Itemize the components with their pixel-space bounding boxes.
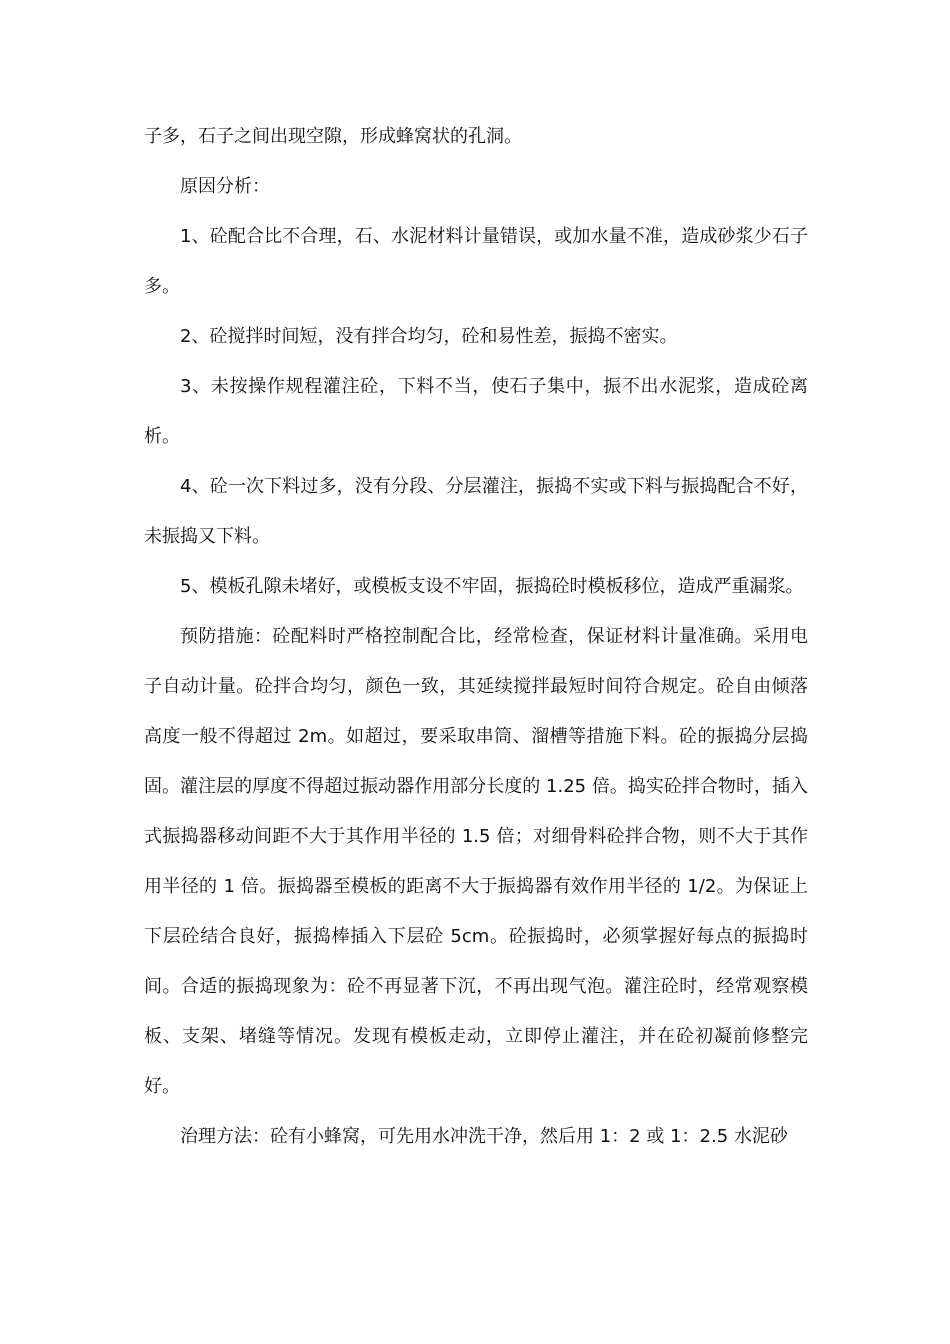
paragraph-treatment: 治理方法：砼有小蜂窝，可先用水冲洗干净，然后用 1：2 或 1：2.5 水泥砂 (180, 1126, 788, 1147)
paragraph-cause-1: 1、砼配合比不合理，石、水泥材料计量错误，或加水量不准，造成砂浆少石子多。 (144, 226, 808, 297)
paragraph-cause-heading: 原因分析： (180, 176, 270, 197)
paragraph-cause-5: 5、模板孔隙未堵好，或模板支设不牢固，振捣砼时模板移位，造成严重漏浆。 (180, 576, 804, 597)
paragraph-cause-4: 4、砼一次下料过多，没有分段、分层灌注，振捣不实或下料与振捣配合不好，未振捣又下料。 (144, 476, 808, 547)
paragraph-continuation: 子多，石子之间出现空隙，形成蜂窝状的孔洞。 (144, 126, 522, 147)
paragraph-cause-3: 3、未按操作规程灌注砼，下料不当，使石子集中，振不出水泥浆，造成砼离析。 (144, 376, 808, 447)
paragraph-cause-2: 2、砼搅拌时间短，没有拌合均匀，砼和易性差，振捣不密实。 (180, 326, 678, 347)
document-body (144, 112, 808, 1162)
paragraph-prevention: 预防措施：砼配料时严格控制配合比，经常检查，保证材料计量准确。采用电子自动计量。砼拌合均匀，颜色一致，其延续搅拌最短时间符合规定。砼自由倾落高度一般不得超过 2m。如超过，要采取串筒、溜槽等措施下料。砼的振捣分层捣固。灌注层的厚度不得超过振动器作用部分长度的 1.25 倍。捣实砼拌合物时，插入式振捣器移动间距不大于其作用半径的 1.5 倍；对细骨料砼拌合物，则不大于其作用半径的 1 倍。振捣器至模板的距离不大于振捣器有效作用半径的 1/2。为保证上下层砼结合良好，振捣棒插入下层砼 5cm。砼振捣时，必须掌握好每点的振捣时间。合适的振捣现象为：砼不再显著下沉，不再出现气泡。灌注砼时，经常观察模板、支架、堵缝等情况。发现有模板走动，立即停止灌注，并在砼初凝前修整完好。 (144, 626, 808, 1097)
